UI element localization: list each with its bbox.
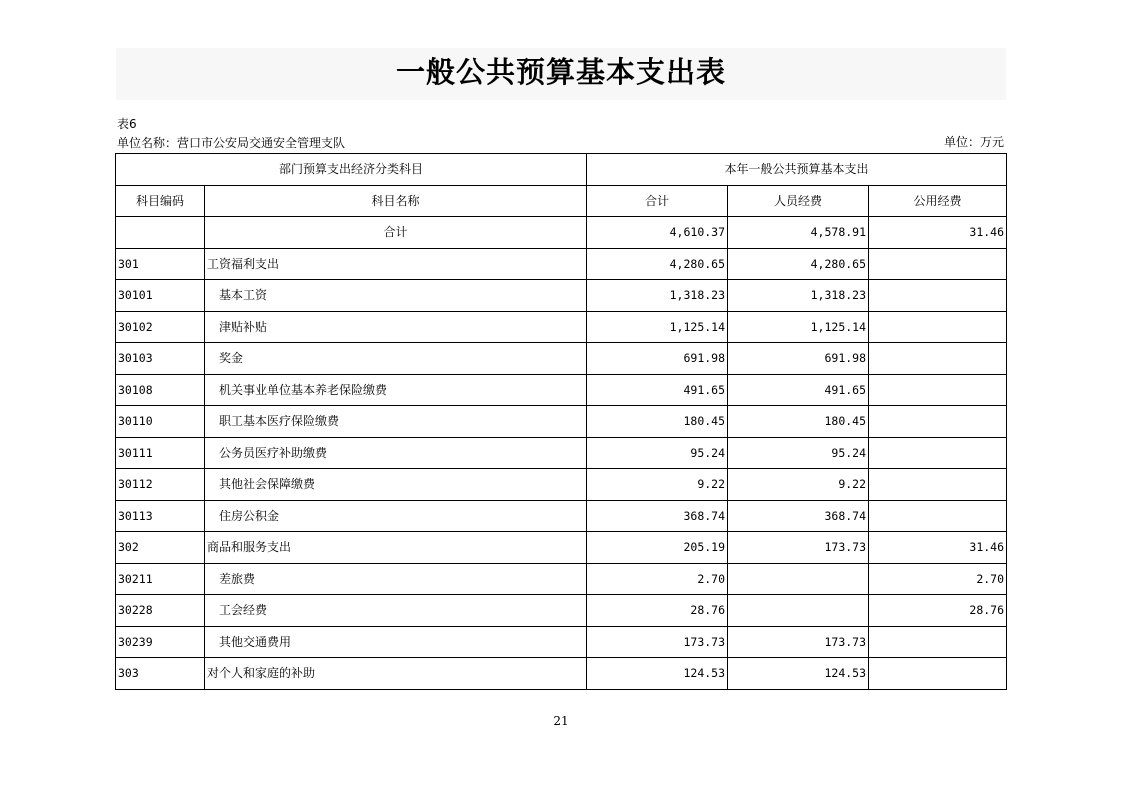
page-number: 21 bbox=[553, 714, 569, 728]
row-total: 173.73 bbox=[587, 626, 728, 658]
row-name: 对个人和家庭的补助 bbox=[205, 658, 587, 690]
row-personnel: 124.53 bbox=[728, 658, 869, 690]
row-personnel: 491.65 bbox=[728, 374, 869, 406]
row-personnel bbox=[728, 563, 869, 595]
table-row bbox=[116, 311, 1007, 343]
header-personnel: 人员经费 bbox=[728, 185, 869, 217]
total-personnel: 4,578.91 bbox=[728, 217, 869, 249]
row-total: 2.70 bbox=[587, 563, 728, 595]
header-group-row bbox=[116, 154, 1007, 186]
row-personnel: 1,318.23 bbox=[728, 280, 869, 312]
total-row bbox=[116, 217, 1007, 249]
row-public bbox=[869, 437, 1007, 469]
budget-table bbox=[115, 153, 1007, 690]
table-row bbox=[116, 343, 1007, 375]
row-code: 301 bbox=[116, 248, 205, 280]
row-public: 28.76 bbox=[869, 595, 1007, 627]
row-public bbox=[869, 626, 1007, 658]
row-code: 30102 bbox=[116, 311, 205, 343]
header-code: 科目编码 bbox=[116, 185, 205, 217]
row-name: 津贴补贴 bbox=[205, 311, 587, 343]
row-name: 基本工资 bbox=[205, 280, 587, 312]
table-row bbox=[116, 469, 1007, 501]
table-row bbox=[116, 374, 1007, 406]
page-title: 一般公共预算基本支出表 bbox=[395, 55, 726, 89]
table-row bbox=[116, 532, 1007, 564]
row-public bbox=[869, 406, 1007, 438]
table-row bbox=[116, 406, 1007, 438]
row-code: 303 bbox=[116, 658, 205, 690]
row-total: 1,318.23 bbox=[587, 280, 728, 312]
row-name: 机关事业单位基本养老保险缴费 bbox=[205, 374, 587, 406]
table-row bbox=[116, 437, 1007, 469]
row-public bbox=[869, 280, 1007, 312]
row-name: 奖金 bbox=[205, 343, 587, 375]
row-total: 691.98 bbox=[587, 343, 728, 375]
row-code: 30111 bbox=[116, 437, 205, 469]
table-row bbox=[116, 595, 1007, 627]
unit-name: 单位名称：营口市公安局交通安全管理支队 bbox=[117, 136, 346, 150]
row-code: 30103 bbox=[116, 343, 205, 375]
header-group-left: 部门预算支出经济分类科目 bbox=[116, 154, 587, 186]
row-code: 30228 bbox=[116, 595, 205, 627]
row-name: 职工基本医疗保险缴费 bbox=[205, 406, 587, 438]
table-number: 表6 bbox=[117, 117, 137, 131]
row-personnel bbox=[728, 595, 869, 627]
row-code: 30110 bbox=[116, 406, 205, 438]
row-public bbox=[869, 374, 1007, 406]
row-total: 368.74 bbox=[587, 500, 728, 532]
row-name: 其他交通费用 bbox=[205, 626, 587, 658]
row-code: 30239 bbox=[116, 626, 205, 658]
row-total: 28.76 bbox=[587, 595, 728, 627]
row-name: 住房公积金 bbox=[205, 500, 587, 532]
header-row bbox=[116, 185, 1007, 217]
row-personnel: 368.74 bbox=[728, 500, 869, 532]
row-total: 1,125.14 bbox=[587, 311, 728, 343]
row-personnel: 173.73 bbox=[728, 626, 869, 658]
table-row bbox=[116, 248, 1007, 280]
row-name: 商品和服务支出 bbox=[205, 532, 587, 564]
table-row bbox=[116, 280, 1007, 312]
row-name: 差旅费 bbox=[205, 563, 587, 595]
table-row bbox=[116, 500, 1007, 532]
row-code: 302 bbox=[116, 532, 205, 564]
header-total: 合计 bbox=[587, 185, 728, 217]
row-code: 30113 bbox=[116, 500, 205, 532]
row-personnel: 95.24 bbox=[728, 437, 869, 469]
row-public bbox=[869, 248, 1007, 280]
row-code: 30112 bbox=[116, 469, 205, 501]
row-personnel: 180.45 bbox=[728, 406, 869, 438]
row-name: 工资福利支出 bbox=[205, 248, 587, 280]
row-name: 公务员医疗补助缴费 bbox=[205, 437, 587, 469]
header-group-right: 本年一般公共预算基本支出 bbox=[587, 154, 1007, 186]
row-total: 124.53 bbox=[587, 658, 728, 690]
row-total: 95.24 bbox=[587, 437, 728, 469]
table-row bbox=[116, 658, 1007, 690]
header-name: 科目名称 bbox=[205, 185, 587, 217]
row-personnel: 691.98 bbox=[728, 343, 869, 375]
row-total: 180.45 bbox=[587, 406, 728, 438]
total-public: 31.46 bbox=[869, 217, 1007, 249]
row-total: 4,280.65 bbox=[587, 248, 728, 280]
row-public bbox=[869, 658, 1007, 690]
header-public: 公用经费 bbox=[869, 185, 1007, 217]
row-public: 2.70 bbox=[869, 563, 1007, 595]
row-personnel: 9.22 bbox=[728, 469, 869, 501]
row-total: 9.22 bbox=[587, 469, 728, 501]
row-personnel: 173.73 bbox=[728, 532, 869, 564]
total-amount: 4,610.37 bbox=[587, 217, 728, 249]
row-public bbox=[869, 469, 1007, 501]
row-total: 491.65 bbox=[587, 374, 728, 406]
row-code: 30211 bbox=[116, 563, 205, 595]
row-public bbox=[869, 500, 1007, 532]
table-row bbox=[116, 626, 1007, 658]
row-name: 工会经费 bbox=[205, 595, 587, 627]
row-name: 其他社会保障缴费 bbox=[205, 469, 587, 501]
unit-label: 单位：万元 bbox=[943, 135, 1004, 149]
row-personnel: 4,280.65 bbox=[728, 248, 869, 280]
row-public bbox=[869, 311, 1007, 343]
row-code: 30108 bbox=[116, 374, 205, 406]
row-total: 205.19 bbox=[587, 532, 728, 564]
row-personnel: 1,125.14 bbox=[728, 311, 869, 343]
row-public bbox=[869, 343, 1007, 375]
row-code: 30101 bbox=[116, 280, 205, 312]
row-public: 31.46 bbox=[869, 532, 1007, 564]
total-code-cell bbox=[116, 217, 205, 249]
table-row bbox=[116, 563, 1007, 595]
total-label: 合计 bbox=[205, 217, 587, 249]
